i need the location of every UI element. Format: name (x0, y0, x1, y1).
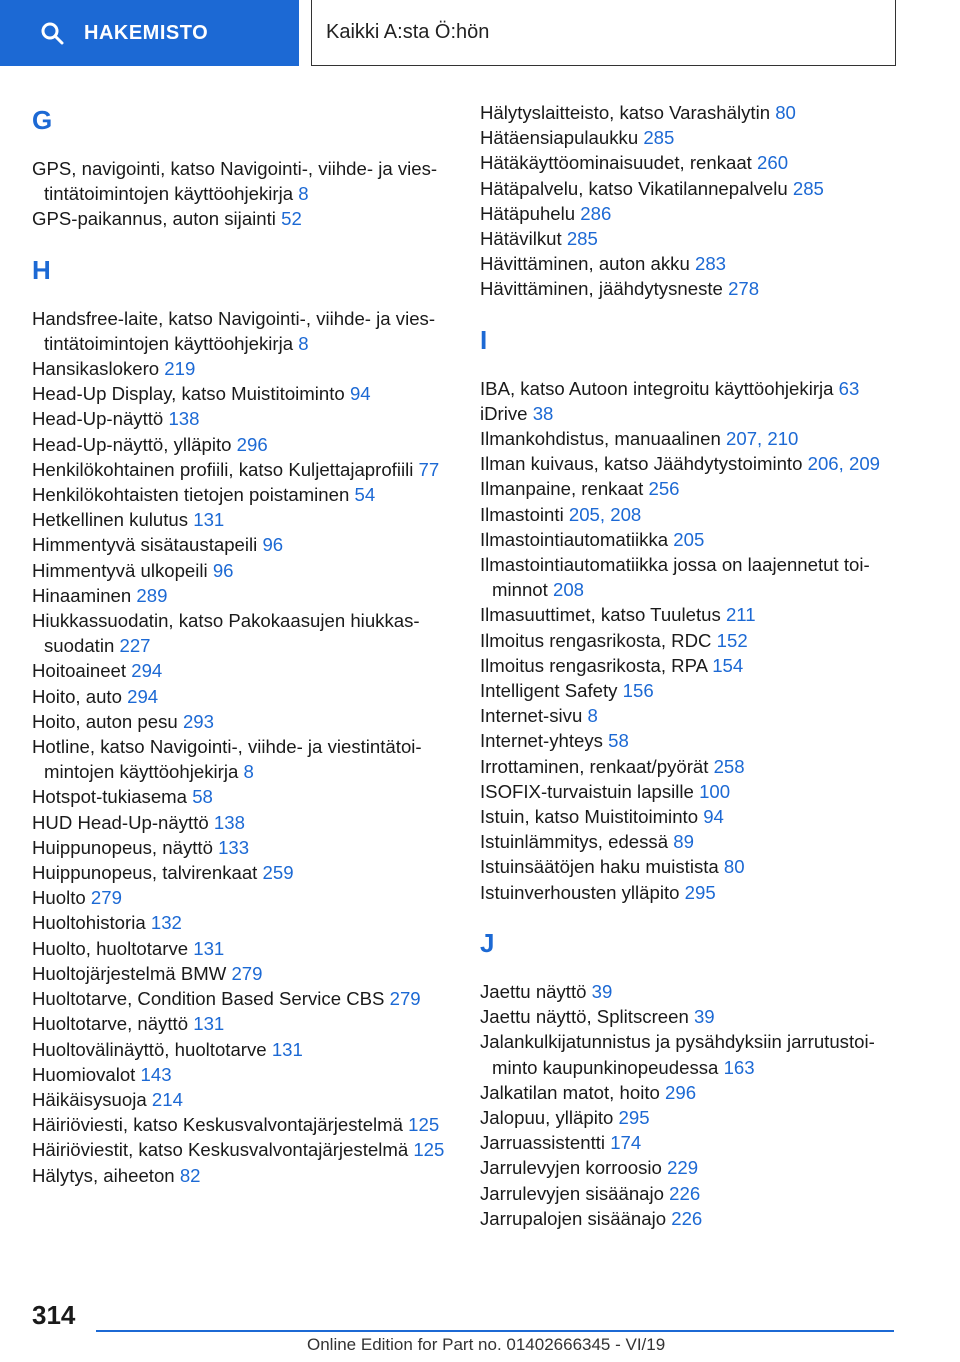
index-entry (480, 201, 900, 226)
index-page-link[interactable]: 96 (262, 534, 284, 556)
index-entry (480, 979, 900, 1004)
index-entry-text: Internet-sivu (480, 705, 583, 727)
index-page-link[interactable]: 285 (643, 127, 675, 149)
index-page-link[interactable]: 278 (728, 278, 760, 300)
index-entry (480, 1004, 900, 1029)
index-entry (480, 251, 900, 276)
index-entry-text: Istuinsäätöjen haku muistista (480, 856, 719, 878)
index-entry (480, 552, 900, 602)
index-page-link[interactable]: 226 (671, 1207, 703, 1229)
index-entry (480, 678, 900, 703)
index-entry-text: Head-Up-näyttö, ylläpito (32, 433, 232, 455)
index-entry (32, 961, 452, 986)
index-page-link[interactable]: 283 (695, 253, 727, 275)
index-entry-text: Jalkatilan matot, hoito (480, 1081, 660, 1103)
index-entry (32, 835, 452, 860)
index-entry-text: ISOFIX-turvaistuin lapsille (480, 780, 694, 802)
index-entry-text: Jalankulkijatunnistus ja pysähdyksiin jarrutustoiminto kaupunkinopeudessa (480, 1031, 875, 1078)
index-entry (480, 176, 900, 201)
index-entry-text: Hätäpuhelu (480, 202, 576, 224)
index-entry-text: Istuin, katso Muistitoiminto (480, 806, 699, 828)
index-page-link[interactable]: 77 (418, 458, 440, 480)
index-entry-text: Huippunopeus, talvirenkaat (32, 862, 258, 884)
index-page-link[interactable]: 131 (193, 509, 225, 531)
index-page-link[interactable]: 125 (408, 1114, 440, 1136)
index-entry-text: Huoltovälinäyttö, huoltotarve (32, 1038, 267, 1060)
index-entry-text: Hiukkassuodatin, katso Pakokaasujen hiukkassuodatin (32, 610, 420, 657)
index-entry-text: Hälytyslaitteisto, katso Varashälytin (480, 102, 771, 123)
index-entry (32, 532, 452, 557)
index-page-link[interactable]: 205 (673, 528, 705, 550)
index-entry (480, 829, 900, 854)
index-entry-text: Internet-yhteys (480, 730, 603, 752)
index-entry (32, 356, 452, 381)
index-page-link[interactable]: 8 (298, 183, 309, 205)
index-page-link[interactable]: 296 (665, 1081, 697, 1103)
index-entry-text: Himmentyvä sisätaustapeili (32, 534, 258, 556)
index-entry (32, 684, 452, 709)
index-entry-text: Head-Up-näyttö (32, 408, 164, 430)
index-entry (480, 1029, 900, 1079)
index-entry-text: Häiriöviestit, katso Keskusvalvontajärjestelmä (32, 1139, 409, 1161)
index-entry (32, 156, 452, 206)
index-page-link[interactable]: 89 (673, 831, 694, 853)
index-entry (32, 583, 452, 608)
index-entry (32, 507, 452, 532)
index-page-link[interactable]: 214 (151, 1088, 183, 1110)
index-entry-text: Istuinverhousten ylläpito (480, 881, 680, 903)
index-page-link[interactable]: 39 (591, 980, 613, 1002)
index-entry-text: Hätävilkut (480, 228, 562, 250)
index-page-link[interactable]: 294 (127, 685, 159, 707)
index-entry-text: Hotline, katso Navigointi-, viihde- ja viestintätoimintojen käyttöohjekirja (32, 736, 422, 783)
index-entry-text: Jalopuu, ylläpito (480, 1106, 614, 1128)
index-entry (32, 432, 452, 457)
index-entry (480, 854, 900, 879)
index-entry-text: Hoito, auto (32, 685, 122, 707)
index-page-link[interactable]: 8 (243, 761, 254, 783)
index-entry (480, 1181, 900, 1206)
index-entry-text: Jarrulevyjen sisäänajo (480, 1182, 664, 1204)
index-entry (480, 1206, 900, 1231)
index-page-link[interactable]: 138 (168, 408, 200, 430)
search-icon (40, 21, 64, 45)
index-page-link[interactable]: 143 (140, 1063, 172, 1085)
index-entry (32, 910, 452, 935)
top-bar (0, 0, 960, 66)
index-entry (32, 381, 452, 406)
index-entry (32, 608, 452, 658)
index-entry-text: Huomiovalot (32, 1063, 136, 1085)
index-page-link[interactable]: 63 (838, 377, 860, 399)
index-page-link[interactable]: 152 (716, 629, 748, 651)
index-entry (32, 1087, 452, 1112)
index-entry-text: Hätäpalvelu, katso Vikatilannepalvelu (480, 177, 788, 199)
index-page-link[interactable]: 227 (119, 635, 151, 657)
index-page-link[interactable]: 80 (723, 856, 745, 878)
index-entry-text: Hävittäminen, jäähdytysneste (480, 278, 723, 300)
index-page-link[interactable]: 131 (193, 1013, 225, 1035)
index-entry-text: Ilman kuivaus, katso Jäähdytystoiminto (480, 453, 803, 475)
index-page-link[interactable]: 80 (775, 102, 796, 123)
index-entry-text: Häiriöviesti, katso Keskusvalvontajärjestelmä (32, 1114, 403, 1136)
index-entry (480, 628, 900, 653)
index-entry-text: Hätäkäyttöominaisuudet, renkaat (480, 152, 752, 174)
index-page-link[interactable]: 125 (413, 1139, 445, 1161)
index-entry-text: Ilmastointiautomatiikka (480, 528, 669, 550)
index-entry-text: IBA, katso Autoon integroitu käyttöohjekirja (480, 377, 834, 399)
index-page-link[interactable]: 132 (150, 912, 182, 934)
index-entry-text: Huoltotarve, näyttö (32, 1013, 189, 1035)
index-page-link[interactable]: 133 (218, 836, 250, 858)
index-entry-text: Hätäensiapulaukku (480, 127, 639, 149)
index-page-link[interactable]: 279 (231, 962, 263, 984)
index-entry-text: Ilmastointi (480, 503, 564, 525)
index-entry (480, 401, 900, 426)
index-entry-text: Henkilökohtaisten tietojen poistaminen (32, 484, 350, 506)
index-entry (32, 482, 452, 507)
index-entry (480, 754, 900, 779)
index-page-link[interactable]: 295 (618, 1106, 650, 1128)
index-entry-text: Huolto (32, 887, 86, 909)
index-entry-text: Head-Up Display, katso Muistitoiminto (32, 383, 345, 405)
index-entry (32, 810, 452, 835)
index-page-link[interactable]: 131 (193, 937, 225, 959)
index-entry (480, 1155, 900, 1180)
index-entry (32, 1112, 452, 1137)
index-entry (480, 376, 900, 401)
index-entry-text: Istuinlämmitys, edessä (480, 831, 669, 853)
index-page-link[interactable]: 294 (131, 660, 163, 682)
index-entry (480, 125, 900, 150)
index-entry (32, 457, 452, 482)
index-entry (32, 406, 452, 431)
index-entry (480, 276, 900, 301)
index-page-link[interactable]: 156 (622, 680, 654, 702)
index-page-link[interactable]: 163 (723, 1056, 755, 1078)
index-entry (480, 728, 900, 753)
index-entry (480, 527, 900, 552)
index-column-right (480, 100, 900, 1231)
index-page-link[interactable]: 285 (566, 228, 598, 250)
index-entry (480, 880, 900, 905)
index-entry-text: Henkilökohtainen profiili, katso Kuljettajaprofiili (32, 458, 414, 480)
index-entry-text: Huippunopeus, näyttö (32, 836, 213, 858)
index-entry-text: Hävittäminen, auton akku (480, 253, 690, 275)
index-entry-text: Jaettu näyttö, Splitscreen (480, 1006, 689, 1028)
index-entry-text: GPS-paikannus, auton sijainti (32, 208, 276, 230)
index-entry (480, 1130, 900, 1155)
index-entry (32, 1137, 452, 1162)
index-entry-text: iDrive (480, 402, 528, 424)
index-entry-text: Huoltohistoria (32, 912, 146, 934)
index-entry (480, 476, 900, 501)
index-entry (480, 703, 900, 728)
index-entry (32, 885, 452, 910)
index-entry-text: Hansikaslokero (32, 358, 160, 380)
index-page-link[interactable]: 219 (164, 358, 196, 380)
index-entry-text: Huolto, huoltotarve (32, 937, 189, 959)
index-entry (480, 150, 900, 175)
index-entry-text: Hotspot-tukiasema (32, 786, 188, 808)
index-letter-heading: I (480, 324, 488, 355)
index-search-button[interactable] (0, 0, 299, 66)
index-entry-text: Intelligent Safety (480, 680, 618, 702)
index-page-link[interactable]: 39 (693, 1006, 715, 1028)
index-entry (32, 1011, 452, 1036)
index-entry (32, 558, 452, 583)
index-entry (480, 502, 900, 527)
index-entry-text: Ilmanpaine, renkaat (480, 478, 644, 500)
index-page-link[interactable]: 154 (712, 654, 744, 676)
index-entry-text: Hoitoaineet (32, 660, 127, 682)
index-search-label: HAKEMISTO (84, 21, 209, 44)
index-entry-text: Ilmoitus rengasrikosta, RDC (480, 629, 712, 651)
index-entry-text: Huoltotarve, Condition Based Service CBS (32, 988, 385, 1010)
index-page-link[interactable]: 289 (136, 584, 168, 606)
page-number: 314 (32, 1300, 76, 1330)
index-entry-text: Ilmankohdistus, manuaalinen (480, 428, 721, 450)
index-page-link[interactable]: 285 (792, 177, 824, 199)
index-entry (480, 653, 900, 678)
index-page-link[interactable]: 259 (262, 862, 294, 884)
footer-edition: Online Edition for Part no. 01402666345 - VI/19 (307, 1335, 666, 1354)
index-page-link[interactable]: 138 (213, 811, 245, 833)
index-page-link[interactable]: 279 (389, 988, 421, 1010)
index-entry (32, 658, 452, 683)
index-page-link[interactable]: 279 (90, 887, 122, 909)
index-page-link[interactable]: 38 (532, 402, 554, 424)
index-page-link[interactable]: 52 (281, 208, 302, 230)
index-entry-text: Irrottaminen, renkaat/pyörät (480, 755, 709, 777)
index-page-link[interactable]: 94 (703, 806, 724, 828)
index-entry-text: HUD Head-Up-näyttö (32, 811, 209, 833)
index-entry (32, 1163, 452, 1188)
index-entry-text: Häikäisysuoja (32, 1088, 147, 1110)
index-page-link[interactable]: 207, 210 (726, 428, 799, 450)
index-page-link[interactable]: 8 (298, 332, 309, 354)
index-page-link[interactable]: 54 (354, 484, 376, 506)
index-entry (480, 602, 900, 627)
index-page-link[interactable]: 229 (667, 1157, 699, 1179)
index-entry (480, 426, 900, 451)
index-entry-text: Handsfree-laite, katso Navigointi-, viihde- ja viestintätoimintojen käyttöohjekirja (32, 307, 436, 354)
index-entry (32, 734, 452, 784)
index-entry (480, 1080, 900, 1105)
index-page-link[interactable]: 96 (212, 559, 234, 581)
index-entry (32, 1062, 452, 1087)
index-page-link[interactable]: 58 (608, 730, 629, 752)
index-entry (480, 1105, 900, 1130)
index-page-link[interactable]: 58 (192, 786, 213, 808)
index-entry (32, 709, 452, 734)
index-page-link[interactable]: 293 (182, 710, 214, 732)
index-page-link[interactable]: 286 (580, 202, 612, 224)
index-page-link[interactable]: 131 (271, 1038, 303, 1060)
index-entry-text: Hinaaminen (32, 584, 132, 606)
index-page-link[interactable]: 256 (648, 478, 680, 500)
index-page-link[interactable]: 205, 208 (568, 503, 642, 525)
index-entry-text: GPS, navigointi, katso Navigointi-, viihde- ja viestintätoimintojen käyttöohjekirja (32, 158, 438, 205)
index-page-link[interactable]: 296 (236, 433, 268, 455)
index-entry (480, 804, 900, 829)
index-page-link[interactable]: 206, 209 (807, 453, 881, 475)
index-page-link[interactable]: 258 (713, 755, 745, 777)
index-page-link[interactable]: 208 (552, 579, 585, 601)
index-page-link[interactable]: 94 (349, 383, 371, 405)
index-entry-text: Ilmastointiautomatiikka jossa on laajennetut toiminnot (480, 554, 870, 601)
breadcrumb[interactable]: Kaikki A:sta Ö:hön (311, 0, 896, 66)
footer-divider (96, 1330, 894, 1332)
index-entry (480, 451, 900, 476)
index-entry-text: Jarrupalojen sisäänajo (480, 1207, 667, 1229)
index-page-link[interactable]: 226 (669, 1182, 701, 1204)
index-page-link[interactable]: 260 (757, 152, 789, 174)
index-entry (480, 779, 900, 804)
index-entry (480, 100, 900, 125)
index-entry-text: Ilmasuuttimet, katso Tuuletus (480, 604, 721, 626)
index-column-left (32, 100, 452, 1188)
index-entry (32, 986, 452, 1011)
index-page-link[interactable]: 82 (179, 1164, 201, 1186)
index-entry-text: Ilmoitus rengasrikosta, RPA (480, 654, 708, 676)
index-entry-text: Hoito, auton pesu (32, 710, 178, 732)
index-letter-heading: H (32, 254, 51, 285)
index-entry-text: Jarrulevyjen korroosio (480, 1157, 662, 1179)
index-entry-text: Hetkellinen kulutus (32, 509, 189, 531)
index-entry (32, 1037, 452, 1062)
index-entry-text: Himmentyvä ulkopeili (32, 559, 208, 581)
index-entry-text: Jaettu näyttö (480, 980, 587, 1002)
index-page-link[interactable]: 295 (684, 881, 716, 903)
index-page-link[interactable]: 211 (725, 604, 756, 626)
index-entry (32, 306, 452, 356)
index-entry (32, 206, 452, 231)
index-entry-text: Jarruassistentti (480, 1132, 606, 1154)
index-entry (480, 226, 900, 251)
index-entry-text: Huoltojärjestelmä BMW (32, 962, 227, 984)
index-page-link[interactable]: 174 (610, 1132, 642, 1154)
index-entry-text: Hälytys, aiheeton (32, 1164, 175, 1186)
index-page-link[interactable]: 100 (699, 780, 731, 802)
index-page-link[interactable]: 8 (587, 705, 598, 727)
index-entry (32, 936, 452, 961)
index-letter-heading: G (32, 105, 53, 135)
index-entry (32, 784, 452, 809)
index-letter-heading: J (480, 927, 495, 958)
index-entry (32, 860, 452, 885)
